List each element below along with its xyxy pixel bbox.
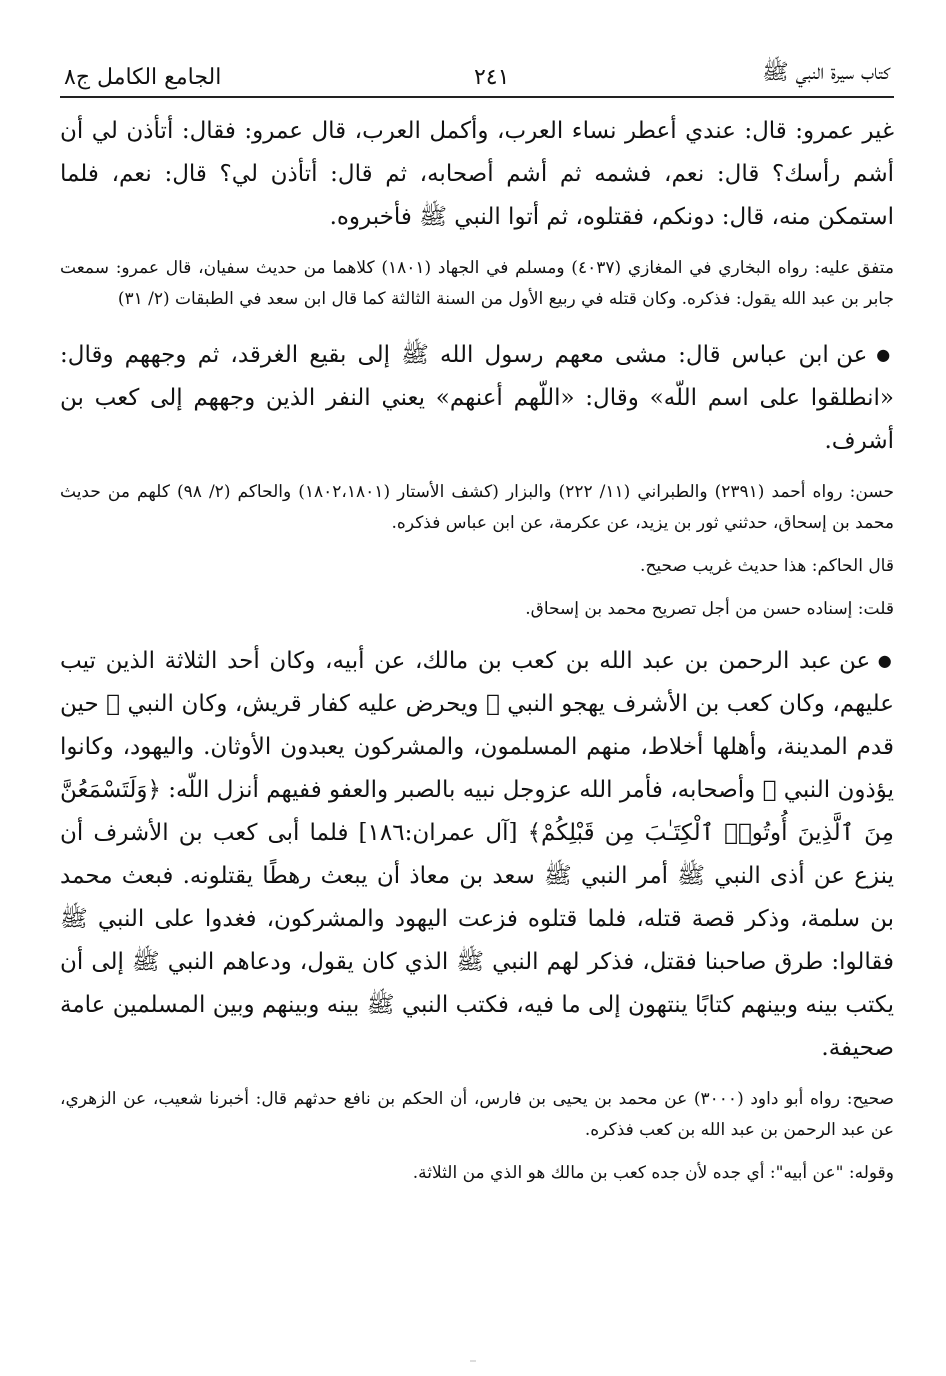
book-title: الجامع الكامل ج٨: [64, 65, 222, 90]
scan-mark: [470, 1360, 476, 1362]
footnote-paragraph: متفق عليه: رواه البخاري في المغازي (٤٠٣٧) ومسلم في الجهاد (١٨٠١) كلاهما من حديث سفيان، قال عمرو: سمعت جابر بن عبد الله يقول: فذكره. وكان قتله في ربيع الأول من السنة الثالثة كما قال ابن سعد في الطبقات (٢/ ٣١): [60, 258, 894, 309]
hadith-paragraph: ● عن عبد الرحمن بن عبد الله بن كعب بن مالك، عن أبيه، وكان أحد الثلاثة الذين تيب عليهم، وكان كعب بن الأشرف يهجو النبي ﷺ ويحرض عليه كفار قريش، وكان النبي ﷺ حين قدم المدينة، وأهلها أخلاط، منهم المسلمون، والمشركون يعبدون الأوثان. واليهود، وكانوا يؤذون النبي ﷺ وأصحابه، فأمر الله عزوجل نبيه بالصبر والعفو ففيهم أنزل اللّه: ﴿وَلَتَسْمَعُنَّ مِنَ ٱلَّذِينَ أُوتُوا۟ ٱلْكِتَـٰبَ مِن قَبْلِكُمْ﴾ [آل عمران:١٨٦] فلما أبى كعب بن الأشرف أن ينزع عن أذى النبي ﷺ أمر النبي ﷺ سعد بن معاذ أن يبعث رهطًا يقتلونه. فبعث محمد بن سلمة، وذكر قصة قتله، فلما قتلوه فزعت اليهود والمشركون، فغدوا على النبي ﷺ فقالوا: طرق صاحبنا فقتل، فذكر لهم النبي ﷺ الذي كان يقول، ودعاهم النبي ﷺ إلى أن يكتب بينه وبينهم كتابًا ينتهون إلى ما فيه، فكتب النبي ﷺ بينه وبينهم وبين المسلمين عامة صحيفة.: [60, 639, 894, 1070]
hadith-paragraph: ● عن ابن عباس قال: مشى معهم رسول الله ﷺ إلى بقيع الغرقد، ثم وجههم وقال: «انطلقوا على اسم اللّه» وقال: «اللّهم أعنهم» يعني النفر الذين وجههم إلى كعب بن أشرف.: [60, 333, 894, 463]
main-paragraph: غير عمرو: قال: عندي أعطر نساء العرب، وأكمل العرب، قال عمرو: فقال: أتأذن لي أن أشم رأسك؟ قال: نعم، فشمه ثم أشم أصحابه، ثم قال: أتأذن لي؟ قال: نعم، فلما استمكن منه، قال: دونكم، فقتلوه، ثم أتوا النبي ﷺ فأخبروه.: [60, 118, 894, 230]
book-page: [60, 58, 894, 1189]
footnote-paragraph: وقوله: "عن أبيه": أي جده لأن جده كعب بن مالك هو الذي من الثلاثة.: [412, 1163, 894, 1183]
chapter-title: كتاب سيرة النبي ﷺ: [762, 60, 890, 85]
page-number: ٢٤١: [473, 65, 510, 90]
footnote-paragraph: صحيح: رواه أبو داود (٣٠٠٠) عن محمد بن يحيى بن فارس، أن الحكم بن نافع حدثهم قال: أخبرنا شعيب، عن الزهري، عن عبد الرحمن بن عبد الله بن كعب فذكره.: [60, 1089, 894, 1140]
footnote-paragraph: قال الحاكم: هذا حديث غريب صحيح.: [640, 556, 894, 576]
footnote-paragraph: حسن: رواه أحمد (٢٣٩١) والطبراني (١١/ ٢٢٢) والبزار (كشف الأستار (١٨٠٢،١٨٠١) والحاكم (٢/ ٩٨) كلهم من حديث محمد بن إسحاق، حدثني ثور بن يزيد، عن عكرمة، عن ابن عباس فذكره.: [60, 482, 895, 533]
footnote-paragraph: قلت: إسناده حسن من أجل تصريح محمد بن إسحاق.: [525, 599, 894, 619]
page-header: [60, 58, 894, 98]
